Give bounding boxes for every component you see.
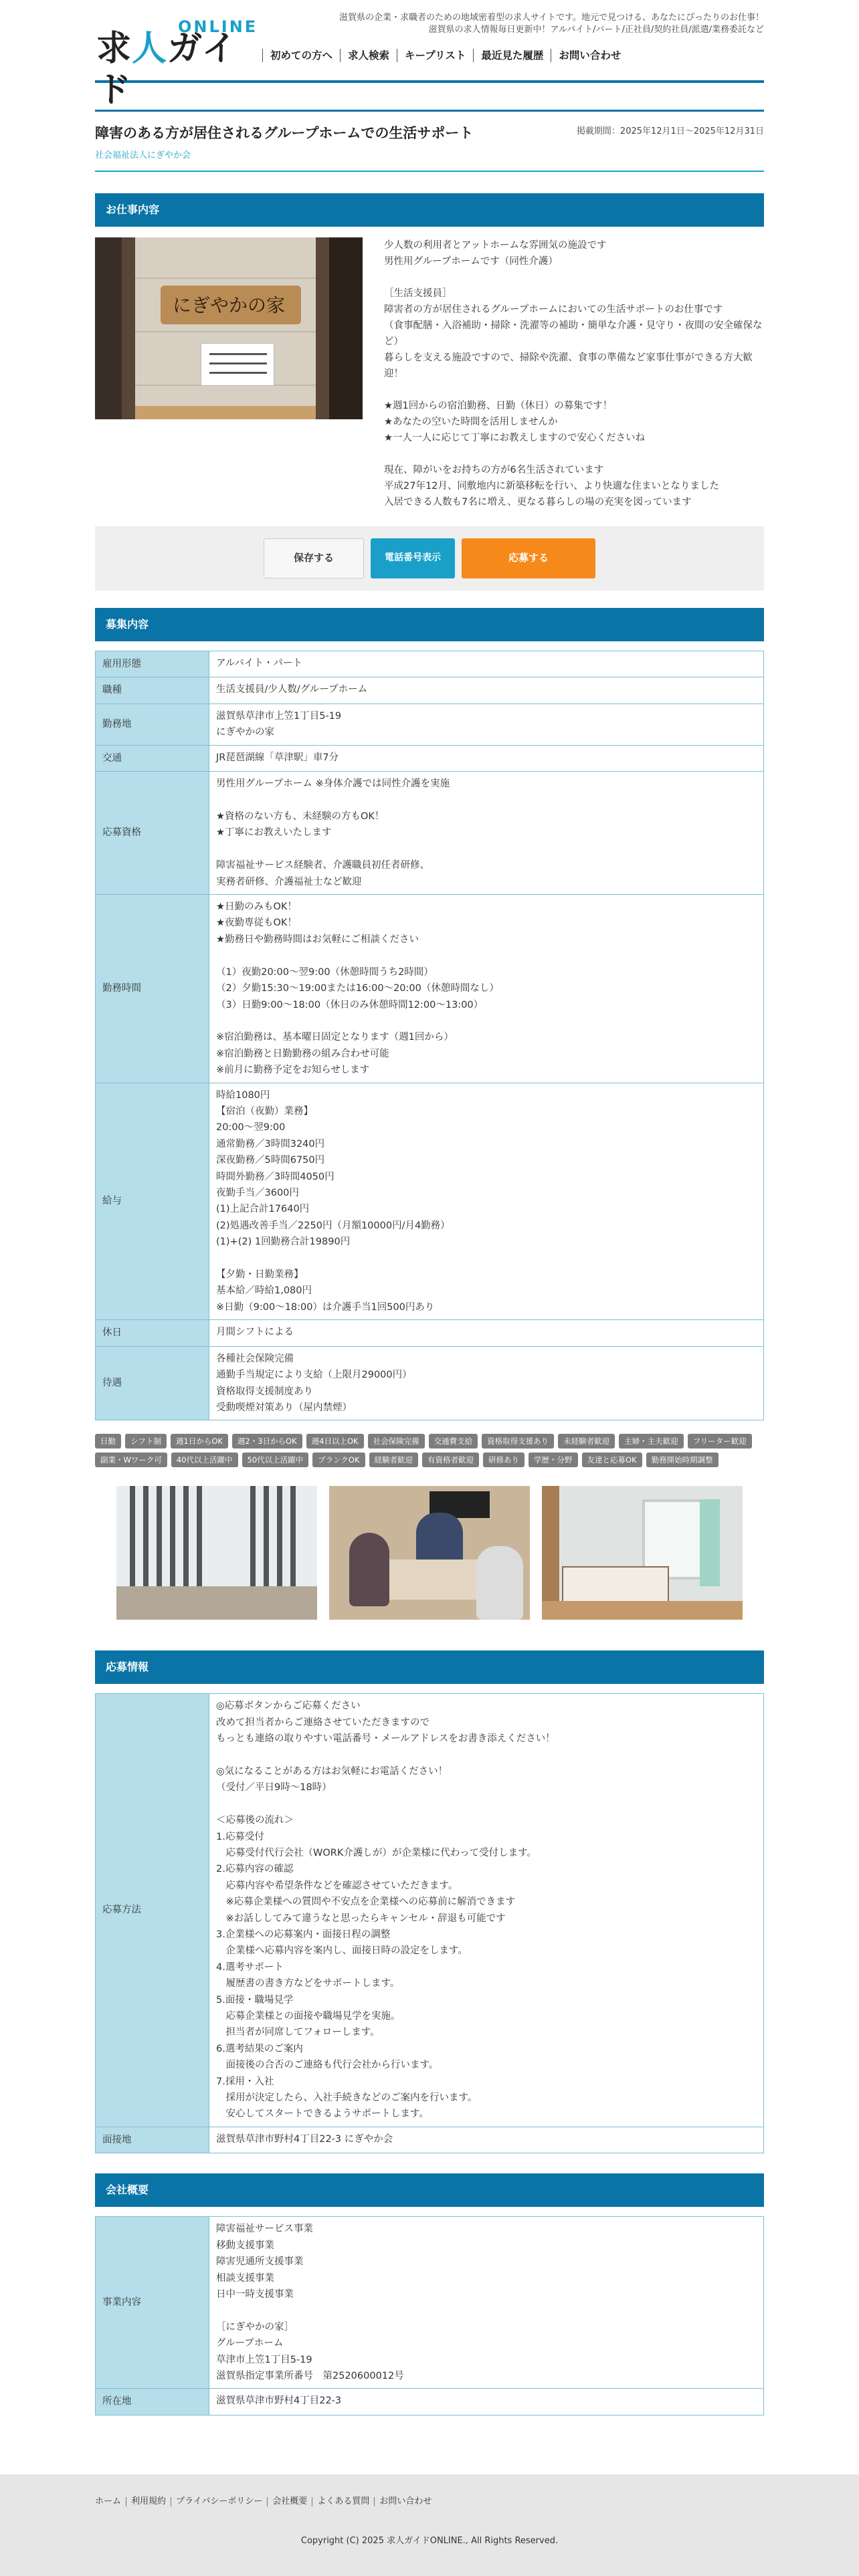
sign-text: にぎやかの家 — [173, 294, 286, 316]
plaque-line — [209, 372, 267, 374]
photo-post-right — [316, 237, 329, 419]
tag: 未経験者歓迎 — [558, 1434, 615, 1448]
row-value: 月間シフトによる — [209, 1320, 764, 1346]
footer-links — [95, 2497, 436, 2506]
row-value: 生活支援員/少人数/グループホーム — [209, 677, 764, 704]
row-label: 交通 — [96, 745, 209, 771]
company-name-link[interactable]: 社会福祉法人にぎやか会 — [95, 150, 191, 160]
logo-char-1: 求 — [96, 29, 132, 69]
footer-link-privacy[interactable]: プライバシーポリシー — [171, 2497, 267, 2506]
row-value: 各種社会保険完備 通勤手当規定により支給（上限月29000円） 資格取得支援制度あり 受動喫煙対策あり（屋内禁煙） — [209, 1346, 764, 1420]
nav-job-search[interactable]: 求人検索 — [340, 49, 397, 62]
table-row — [96, 745, 764, 771]
fence-slat — [183, 1486, 189, 1586]
photo-wall-left — [542, 1486, 559, 1620]
row-value: 男性用グループホーム ※身体介護では同性介護を実施 ★資格のない方も、未経験の方もOK！ ★丁寧にお教えいたします 障害福祉サービス経験者、介護職員初任者研修、 実務者研修、介護福祉士など歓迎 — [209, 772, 764, 895]
tag: 友達と応募OK — [582, 1453, 642, 1467]
job-title: 障害のある方が居住されるグループホームでの生活サポート — [95, 125, 474, 141]
section-header-recruit: 募集内容 — [95, 608, 764, 641]
save-button[interactable]: 保存する — [264, 538, 364, 578]
photo-post-left — [122, 237, 135, 419]
tag: 資格取得支援あり — [482, 1434, 554, 1448]
row-label: 雇用形態 — [96, 651, 209, 677]
tag: 日勤 — [95, 1434, 121, 1448]
photo-floor — [135, 406, 316, 419]
plaque-line — [209, 353, 267, 355]
nav-recent-history[interactable]: 最近見た履歴 — [473, 49, 551, 62]
logo-main-text — [96, 28, 269, 111]
tagline-line-2: 滋賀県の求人情報毎日更新中！アルバイト/パート/正社員/契約社員/派遣/業務委託など — [428, 25, 764, 35]
main-photo — [95, 237, 363, 419]
row-label: 勤務時間 — [96, 895, 209, 1083]
section-header-work: お仕事内容 — [95, 193, 764, 227]
row-label: 面接地 — [96, 2127, 209, 2153]
tag: 社会保険完備 — [368, 1434, 425, 1448]
photo-wall-line — [135, 278, 316, 279]
row-label: 休日 — [96, 1320, 209, 1346]
table-row — [96, 2389, 764, 2415]
fence-slat — [130, 1486, 135, 1586]
gallery-photo-bedroom[interactable] — [542, 1486, 743, 1620]
row-value: ★日勤のみもOK！ ★夜勤専従もOK！ ★勤務日や勤務時間はお気軽にご相談ください （1）夜勤20:00〜翌9:00（休憩時間うち2時間） （2）夕勤15:30〜19:00または16:00〜20:00（休憩時間なし） （3）日勤9:00〜18:00（休日のみ休憩時間12:00〜13:00） ※宿泊勤務は、基本曜日固定となります（週1回から） ※宿泊勤務と日勤勤務の組み合わせ可能 ※前月に勤務予定をお知らせします — [209, 895, 764, 1083]
photo-plaque — [201, 343, 274, 386]
fence-slat — [197, 1486, 202, 1586]
footer-link-company[interactable]: 会社概要 — [267, 2497, 312, 2506]
photo-wooden-sign — [161, 286, 301, 324]
photo-person — [349, 1533, 389, 1606]
logo-online-text: ONLINE — [178, 17, 258, 36]
table-row — [96, 704, 764, 745]
row-value: 障害福祉サービス事業 移動支援事業 障害児通所支援事業 相談支援事業 日中一時支援事業 ［にぎやかの家］ グループホーム 草津市上笠1丁目5-19 滋賀県指定事業所番号 第2520600012号 — [209, 2217, 764, 2389]
posting-period: 掲載期間：2025年12月1日〜2025年12月31日 — [576, 126, 764, 136]
apply-table — [95, 1693, 764, 2153]
row-label: 職種 — [96, 677, 209, 704]
apply-button[interactable]: 応募する — [462, 538, 595, 578]
fence-slat — [290, 1486, 296, 1586]
fence-slat — [277, 1486, 282, 1586]
table-row — [96, 1320, 764, 1346]
feature-tags — [95, 1434, 764, 1467]
table-row — [96, 2127, 764, 2153]
tag: 週2・3日からOK — [232, 1434, 302, 1448]
row-label: 応募方法 — [96, 1694, 209, 2127]
tag: シフト制 — [125, 1434, 167, 1448]
row-label: 給与 — [96, 1083, 209, 1320]
table-row — [96, 1083, 764, 1320]
show-phone-button[interactable]: 電話番号表示 — [371, 538, 455, 578]
gallery-photo-dining[interactable] — [329, 1486, 530, 1620]
copyright: Copyright (C) 2025 求人ガイドONLINE., All Rights Reserved. — [300, 2536, 559, 2546]
gallery-photo-exterior[interactable] — [116, 1486, 317, 1620]
tag: 40代以上活躍中 — [171, 1453, 238, 1467]
tag: 経験者歓迎 — [369, 1453, 419, 1467]
action-bar — [95, 526, 764, 591]
row-value: 滋賀県草津市野村4丁目22-3 — [209, 2389, 764, 2415]
table-row — [96, 651, 764, 677]
tag: 学歴・分野 — [529, 1453, 578, 1467]
description-text: 少人数の利用者とアットホームな雰囲気の施設です 男性用グループホームです（同性介護） ［生活支援員］ 障害者の方が居住されるグループホームにおいての生活サポートのお仕事です （食事配膳・入浴補助・掃除・洗濯等の補助・簡単な介護・見守り・夜間の安全確保など） 暮らしを支える施設ですので、掃除や洗濯、食事の準備など家事仕事ができる方大歓迎！ ★週1回からの宿泊勤務、日勤（休日）の募集です！ ★あなたの空いた時間を活用しませんか ★一人一人に応じて丁寧にお教えしますので安心くださいね 現在、障がいをお持ちの方が6名生活されています 平成27年12月、同敷地内に新築移転を行い、より快適な住まいとなりました 入居できる人数も7名に増え、更なる暮らしの場の充実を図っています — [384, 240, 763, 508]
fence-slat — [250, 1486, 256, 1586]
tag: 週4日以上OK — [306, 1434, 364, 1448]
table-row — [96, 677, 764, 704]
table-row — [96, 895, 764, 1083]
row-value: JR琵琶湖線「草津駅」車7分 — [209, 745, 764, 771]
tag: 週1日からOK — [171, 1434, 228, 1448]
tag: 50代以上活躍中 — [242, 1453, 309, 1467]
fence-slat — [264, 1486, 269, 1586]
logo-char-rest: ガイド — [96, 29, 237, 110]
tag: 主婦・主夫歓迎 — [619, 1434, 684, 1448]
footer-link-faq[interactable]: よくある質問 — [312, 2497, 374, 2506]
site-header — [95, 0, 764, 110]
tag: 勤務開始時期調整 — [646, 1453, 719, 1467]
recruit-table — [95, 651, 764, 1420]
tag: 交通費支給 — [429, 1434, 478, 1448]
logo-char-accent: 人 — [132, 29, 168, 69]
section-header-apply: 応募情報 — [95, 1650, 764, 1684]
section-header-company: 会社概要 — [95, 2173, 764, 2207]
row-label: 待遇 — [96, 1346, 209, 1420]
site-tagline — [339, 12, 764, 36]
table-row — [96, 1346, 764, 1420]
photo-wall — [135, 237, 316, 419]
tag: 研修あり — [483, 1453, 524, 1467]
row-value: 時給1080円 【宿泊（夜勤）業務】 20:00〜翌9:00 通常勤務／3時間3240円 深夜勤務／5時間6750円 時間外勤務／3時間4050円 夜勤手当／3600円 (1)上記合計17640円 (2)処遇改善手当／2250円（月額10000円/月4勤務） (1)+(2) 1回勤務合計19890円 【夕勤・日勤業務】 基本給／時給1,080円 ※日勤（9:00〜18:00）は介護手当1回500円あり — [209, 1083, 764, 1320]
row-label: 事業内容 — [96, 2217, 209, 2389]
plaque-line — [209, 362, 267, 364]
job-title-block — [95, 112, 764, 172]
job-description — [95, 237, 764, 510]
photo-wall-line — [135, 331, 316, 332]
nav-contact[interactable]: お問い合わせ — [551, 49, 628, 62]
row-label: 応募資格 — [96, 772, 209, 895]
photo-shadow — [329, 237, 363, 419]
row-value: アルバイト・パート — [209, 651, 764, 677]
photo-curtain — [700, 1499, 720, 1586]
site-logo[interactable] — [95, 15, 269, 110]
footer-link-home[interactable]: ホーム — [95, 2496, 122, 2506]
table-row — [96, 2217, 764, 2389]
tag: 副業・Wワーク可 — [95, 1453, 167, 1467]
row-label: 所在地 — [96, 2389, 209, 2415]
footer-link-contact[interactable]: お問い合わせ — [374, 2497, 436, 2506]
fence-slat — [170, 1486, 175, 1586]
global-nav — [262, 49, 628, 62]
footer-link-terms[interactable]: 利用規約 — [126, 2497, 171, 2506]
tag: フリーター歓迎 — [688, 1434, 752, 1448]
photo-floor — [542, 1601, 743, 1620]
row-value: 滋賀県草津市上笠1丁目5-19 にぎやかの家 — [209, 704, 764, 745]
tagline-line-1: 滋賀県の企業・求職者のための地域密着型の求人サイトです。地元で見つける、あなたにぴったりのお仕事！ — [339, 13, 764, 23]
table-row — [96, 772, 764, 895]
nav-first-time[interactable]: 初めての方へ — [262, 49, 340, 62]
photo-ground — [116, 1586, 317, 1620]
photo-person — [476, 1546, 523, 1620]
row-value: ◎応募ボタンからご応募ください 改めて担当者からご連絡させていただきますので もっとも連絡の取りやすい電話番号・メールアドレスをお書き添えください！ ◎気になることがある方はお気軽にお電話ください！ （受付／平日9時〜18時） ＜応募後の流れ＞ 1.応募受付 応募受付代行会社（WORK介護しが）が企業様に代わって受付します。 2.応募内容の確認 応募内容や希望条件などを確認させていただきます。 ※応募企業様への質問や不安点を企業様への応募前に解消できます ※お話ししてみて違うなと思ったらキャンセル・辞退も可能です 3.企業様への応募案内・面接日程の調整 企業様へ応募内容を案内し、面接日時の設定をします。 4.選考サポート 履歴書の書き方などをサポートします。 5.面接・職場見学 応募企業様との面接や職場見学を実施。 担当者が同席してフォローします。 6.選考結果のご案内 面接後の合否のご連絡も代行会社から行います。 7.採用・入社 採用が決定したら、入社手続きなどのご案内を行います。 安心してスタートできるようサポートします。 — [209, 1694, 764, 2127]
site-footer — [0, 2474, 859, 2576]
fence-slat — [157, 1486, 162, 1586]
photo-bed — [562, 1566, 669, 1606]
tag: 有資格者歓迎 — [422, 1453, 479, 1467]
page-container — [95, 0, 764, 2416]
table-row — [96, 1694, 764, 2127]
photo-gallery — [95, 1486, 764, 1620]
tag: ブランクOK — [312, 1453, 365, 1467]
fence-slat — [143, 1486, 149, 1586]
company-table — [95, 2216, 764, 2416]
nav-keep-list[interactable]: キープリスト — [397, 49, 473, 62]
row-label: 勤務地 — [96, 704, 209, 745]
row-value: 滋賀県草津市野村4丁目22-3 にぎやか会 — [209, 2127, 764, 2153]
